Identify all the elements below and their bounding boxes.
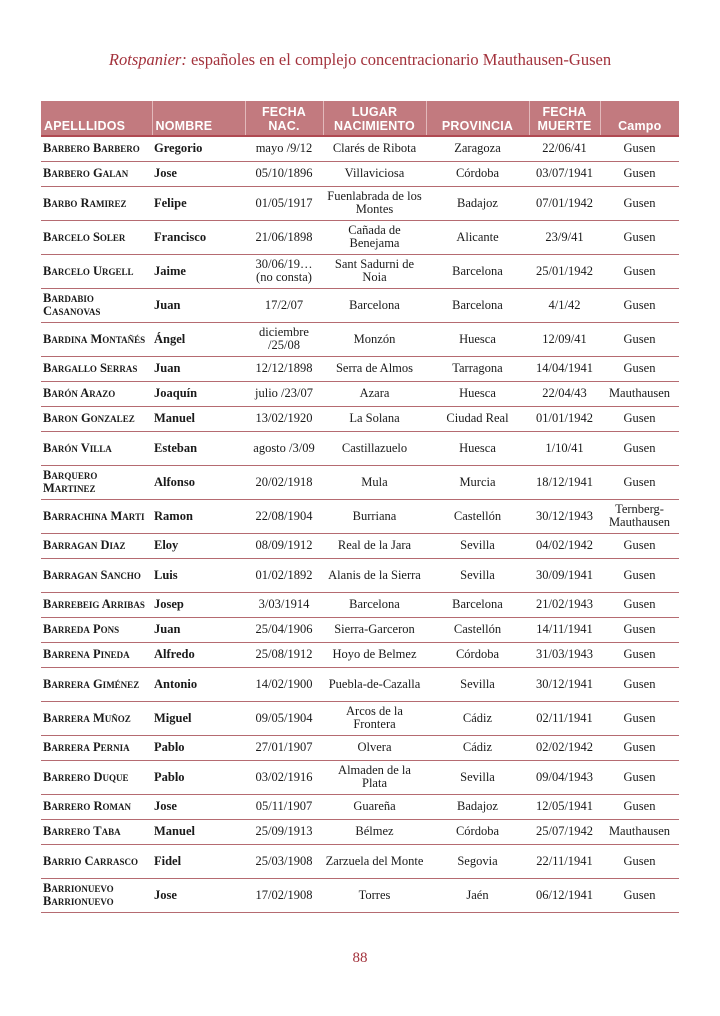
cell-provincia: Huesca <box>426 322 529 356</box>
cell-nombre: Gregorio <box>152 136 245 161</box>
cell-campo: Gusen <box>600 667 679 701</box>
table-row <box>41 161 679 186</box>
cell-fecha-nac: 03/02/1916 <box>245 760 323 794</box>
cell-fecha-muerte: 25/01/1942 <box>529 254 600 288</box>
cell-apellidos: Barbero Galan <box>41 161 152 186</box>
cell-fecha-muerte: 14/04/1941 <box>529 356 600 381</box>
cell-nombre: Eloy <box>152 533 245 558</box>
cell-campo: Mauthausen <box>600 819 679 844</box>
cell-lugar-nacimiento: Real de la Jara <box>323 533 426 558</box>
cell-lugar-nacimiento: Mula <box>323 465 426 499</box>
cell-campo: Gusen <box>600 760 679 794</box>
cell-apellidos: Barrera Muñoz <box>41 701 152 735</box>
cell-apellidos: Barrionuevo Barrionuevo <box>41 878 152 912</box>
cell-fecha-nac: 17/02/1908 <box>245 878 323 912</box>
table-row <box>41 592 679 617</box>
col-header-campo: Campo <box>600 101 679 136</box>
cell-fecha-nac: 25/03/1908 <box>245 844 323 878</box>
cell-apellidos: Barbero Barbero <box>41 136 152 161</box>
cell-fecha-nac: 3/03/1914 <box>245 592 323 617</box>
cell-fecha-nac: mayo /9/12 <box>245 136 323 161</box>
cell-nombre: Esteban <box>152 431 245 465</box>
cell-apellidos: Bardabio Casanovas <box>41 288 152 322</box>
cell-lugar-nacimiento: Puebla-de-Cazalla <box>323 667 426 701</box>
cell-apellidos: Bardina Montañés <box>41 322 152 356</box>
cell-nombre: Fidel <box>152 844 245 878</box>
cell-nombre: Miguel <box>152 701 245 735</box>
cell-fecha-muerte: 30/12/1941 <box>529 667 600 701</box>
cell-fecha-nac: 01/02/1892 <box>245 558 323 592</box>
cell-apellidos: Barrera Giménez <box>41 667 152 701</box>
table-row <box>41 533 679 558</box>
col-header-lugar-nacimiento: LUGAR NACIMIENTO <box>323 101 426 136</box>
cell-nombre: Francisco <box>152 220 245 254</box>
cell-nombre: Juan <box>152 288 245 322</box>
cell-fecha-muerte: 04/02/1942 <box>529 533 600 558</box>
cell-fecha-nac: 25/08/1912 <box>245 642 323 667</box>
table-row <box>41 642 679 667</box>
cell-nombre: Jaime <box>152 254 245 288</box>
table-row <box>41 322 679 356</box>
cell-fecha-nac: julio /23/07 <box>245 381 323 406</box>
cell-apellidos: Barrera Pernia <box>41 735 152 760</box>
cell-apellidos: Barrero Duque <box>41 760 152 794</box>
cell-campo: Gusen <box>600 642 679 667</box>
cell-lugar-nacimiento: Burriana <box>323 499 426 533</box>
cell-nombre: Jose <box>152 161 245 186</box>
running-head-title: españoles en el complejo concentracionario Mauthausen-Gusen <box>186 50 612 69</box>
cell-apellidos: Baron Gonzalez <box>41 406 152 431</box>
table-row <box>41 136 679 161</box>
table-row <box>41 381 679 406</box>
cell-fecha-muerte: 02/02/1942 <box>529 735 600 760</box>
cell-campo: Mauthausen <box>600 381 679 406</box>
cell-nombre: Alfonso <box>152 465 245 499</box>
cell-provincia: Sevilla <box>426 667 529 701</box>
cell-apellidos: Barrena Pineda <box>41 642 152 667</box>
cell-nombre: Jose <box>152 878 245 912</box>
cell-nombre: Joaquín <box>152 381 245 406</box>
table-row <box>41 667 679 701</box>
cell-fecha-muerte: 06/12/1941 <box>529 878 600 912</box>
cell-fecha-nac: 17/2/07 <box>245 288 323 322</box>
cell-fecha-muerte: 18/12/1941 <box>529 465 600 499</box>
cell-lugar-nacimiento: Hoyo de Belmez <box>323 642 426 667</box>
table-row <box>41 878 679 912</box>
table-row <box>41 220 679 254</box>
cell-campo: Gusen <box>600 220 679 254</box>
cell-provincia: Ciudad Real <box>426 406 529 431</box>
cell-campo: Gusen <box>600 878 679 912</box>
cell-nombre: Manuel <box>152 819 245 844</box>
cell-fecha-muerte: 12/09/41 <box>529 322 600 356</box>
cell-nombre: Jose <box>152 794 245 819</box>
cell-lugar-nacimiento: Olvera <box>323 735 426 760</box>
table-row <box>41 844 679 878</box>
cell-nombre: Ramon <box>152 499 245 533</box>
cell-lugar-nacimiento: Fuenlabrada de los Montes <box>323 186 426 220</box>
deportees-table <box>41 101 679 913</box>
cell-campo: Gusen <box>600 558 679 592</box>
cell-fecha-nac: 30/06/19… (no consta) <box>245 254 323 288</box>
cell-apellidos: Barcelo Soler <box>41 220 152 254</box>
cell-provincia: Tarragona <box>426 356 529 381</box>
page-number: 88 <box>352 950 368 966</box>
cell-apellidos: Bargallo Serras <box>41 356 152 381</box>
cell-provincia: Cádiz <box>426 735 529 760</box>
cell-lugar-nacimiento: Zarzuela del Monte <box>323 844 426 878</box>
cell-campo: Gusen <box>600 617 679 642</box>
table-row <box>41 186 679 220</box>
table-row <box>41 465 679 499</box>
cell-nombre: Juan <box>152 356 245 381</box>
cell-nombre: Pablo <box>152 735 245 760</box>
cell-provincia: Huesca <box>426 381 529 406</box>
cell-provincia: Castellón <box>426 617 529 642</box>
table-row <box>41 701 679 735</box>
table-row <box>41 819 679 844</box>
cell-lugar-nacimiento: Guareña <box>323 794 426 819</box>
cell-campo: Gusen <box>600 136 679 161</box>
cell-campo: Gusen <box>600 161 679 186</box>
cell-provincia: Alicante <box>426 220 529 254</box>
table-row <box>41 499 679 533</box>
cell-provincia: Zaragoza <box>426 136 529 161</box>
cell-apellidos: Barragan Sancho <box>41 558 152 592</box>
cell-provincia: Córdoba <box>426 642 529 667</box>
cell-fecha-nac: 08/09/1912 <box>245 533 323 558</box>
table-row <box>41 735 679 760</box>
cell-fecha-muerte: 01/01/1942 <box>529 406 600 431</box>
cell-fecha-nac: 09/05/1904 <box>245 701 323 735</box>
cell-fecha-muerte: 4/1/42 <box>529 288 600 322</box>
cell-lugar-nacimiento: Castillazuelo <box>323 431 426 465</box>
cell-provincia: Barcelona <box>426 592 529 617</box>
cell-fecha-muerte: 22/11/1941 <box>529 844 600 878</box>
table-header-row <box>41 101 679 136</box>
cell-fecha-nac: 13/02/1920 <box>245 406 323 431</box>
cell-provincia: Sevilla <box>426 533 529 558</box>
cell-provincia: Córdoba <box>426 819 529 844</box>
cell-fecha-muerte: 22/06/41 <box>529 136 600 161</box>
cell-lugar-nacimiento: Sierra-Garceron <box>323 617 426 642</box>
cell-lugar-nacimiento: Bélmez <box>323 819 426 844</box>
cell-fecha-muerte: 22/04/43 <box>529 381 600 406</box>
running-head <box>0 50 720 70</box>
col-header-nombre: NOMBRE <box>152 101 245 136</box>
table-row <box>41 558 679 592</box>
cell-fecha-nac: 27/01/1907 <box>245 735 323 760</box>
cell-campo: Ternberg-Mauthausen <box>600 499 679 533</box>
cell-apellidos: Barbo Ramirez <box>41 186 152 220</box>
cell-apellidos: Barrachina Marti <box>41 499 152 533</box>
cell-campo: Gusen <box>600 322 679 356</box>
cell-lugar-nacimiento: Arcos de la Frontera <box>323 701 426 735</box>
cell-lugar-nacimiento: Monzón <box>323 322 426 356</box>
cell-nombre: Pablo <box>152 760 245 794</box>
cell-campo: Gusen <box>600 735 679 760</box>
cell-fecha-muerte: 30/12/1943 <box>529 499 600 533</box>
cell-apellidos: Barón Arazo <box>41 381 152 406</box>
cell-campo: Gusen <box>600 356 679 381</box>
cell-provincia: Sevilla <box>426 760 529 794</box>
cell-fecha-nac: 05/11/1907 <box>245 794 323 819</box>
cell-nombre: Ángel <box>152 322 245 356</box>
cell-fecha-muerte: 02/11/1941 <box>529 701 600 735</box>
cell-nombre: Alfredo <box>152 642 245 667</box>
cell-fecha-nac: 01/05/1917 <box>245 186 323 220</box>
cell-lugar-nacimiento: Barcelona <box>323 288 426 322</box>
cell-lugar-nacimiento: Serra de Almos <box>323 356 426 381</box>
cell-fecha-muerte: 14/11/1941 <box>529 617 600 642</box>
cell-campo: Gusen <box>600 844 679 878</box>
table-row <box>41 356 679 381</box>
cell-campo: Gusen <box>600 186 679 220</box>
cell-fecha-nac: agosto /3/09 <box>245 431 323 465</box>
col-header-fecha-nac: FECHA NAC. <box>245 101 323 136</box>
cell-nombre: Manuel <box>152 406 245 431</box>
cell-campo: Gusen <box>600 465 679 499</box>
cell-apellidos: Barrero Roman <box>41 794 152 819</box>
cell-lugar-nacimiento: Alanis de la Sierra <box>323 558 426 592</box>
cell-nombre: Luis <box>152 558 245 592</box>
cell-apellidos: Barrio Carrasco <box>41 844 152 878</box>
cell-campo: Gusen <box>600 592 679 617</box>
cell-fecha-muerte: 09/04/1943 <box>529 760 600 794</box>
cell-nombre: Juan <box>152 617 245 642</box>
cell-fecha-nac: 22/08/1904 <box>245 499 323 533</box>
cell-fecha-muerte: 12/05/1941 <box>529 794 600 819</box>
col-header-fecha-muerte: FECHA MUERTE <box>529 101 600 136</box>
cell-fecha-nac: 25/09/1913 <box>245 819 323 844</box>
cell-apellidos: Barrero Taba <box>41 819 152 844</box>
table-row <box>41 794 679 819</box>
cell-fecha-nac: 12/12/1898 <box>245 356 323 381</box>
cell-fecha-muerte: 30/09/1941 <box>529 558 600 592</box>
cell-provincia: Córdoba <box>426 161 529 186</box>
cell-fecha-muerte: 1/10/41 <box>529 431 600 465</box>
cell-lugar-nacimiento: Barcelona <box>323 592 426 617</box>
col-header-apellidos: APELLLIDOS <box>41 101 152 136</box>
table-row <box>41 431 679 465</box>
cell-apellidos: Barón Villa <box>41 431 152 465</box>
cell-provincia: Castellón <box>426 499 529 533</box>
cell-provincia: Segovia <box>426 844 529 878</box>
cell-fecha-nac: 20/02/1918 <box>245 465 323 499</box>
cell-fecha-muerte: 23/9/41 <box>529 220 600 254</box>
cell-nombre: Felipe <box>152 186 245 220</box>
table-row <box>41 288 679 322</box>
cell-lugar-nacimiento: Cañada de Benejama <box>323 220 426 254</box>
table-row <box>41 617 679 642</box>
running-head-italic: Rotspanier: <box>108 50 187 69</box>
cell-provincia: Murcia <box>426 465 529 499</box>
cell-apellidos: Barquero Martinez <box>41 465 152 499</box>
table-row <box>41 254 679 288</box>
cell-apellidos: Barrebeig Arribas <box>41 592 152 617</box>
cell-lugar-nacimiento: Villaviciosa <box>323 161 426 186</box>
table-row <box>41 760 679 794</box>
cell-lugar-nacimiento: Almaden de la Plata <box>323 760 426 794</box>
cell-fecha-nac: diciembre /25/08 <box>245 322 323 356</box>
cell-campo: Gusen <box>600 254 679 288</box>
cell-fecha-nac: 05/10/1896 <box>245 161 323 186</box>
cell-provincia: Jaén <box>426 878 529 912</box>
cell-provincia: Huesca <box>426 431 529 465</box>
cell-apellidos: Barragan Diaz <box>41 533 152 558</box>
cell-apellidos: Barreda Pons <box>41 617 152 642</box>
cell-nombre: Josep <box>152 592 245 617</box>
cell-lugar-nacimiento: Sant Sadurni de Noia <box>323 254 426 288</box>
cell-provincia: Cádiz <box>426 701 529 735</box>
table-row <box>41 406 679 431</box>
cell-lugar-nacimiento: Azara <box>323 381 426 406</box>
cell-lugar-nacimiento: Torres <box>323 878 426 912</box>
cell-fecha-muerte: 25/07/1942 <box>529 819 600 844</box>
cell-fecha-muerte: 21/02/1943 <box>529 592 600 617</box>
cell-provincia: Barcelona <box>426 254 529 288</box>
cell-fecha-muerte: 07/01/1942 <box>529 186 600 220</box>
cell-provincia: Badajoz <box>426 794 529 819</box>
col-header-provincia: PROVINCIA <box>426 101 529 136</box>
table-body <box>41 136 679 912</box>
cell-campo: Gusen <box>600 406 679 431</box>
cell-campo: Gusen <box>600 701 679 735</box>
cell-provincia: Barcelona <box>426 288 529 322</box>
cell-campo: Gusen <box>600 533 679 558</box>
cell-lugar-nacimiento: La Solana <box>323 406 426 431</box>
cell-campo: Gusen <box>600 794 679 819</box>
cell-campo: Gusen <box>600 431 679 465</box>
cell-fecha-muerte: 03/07/1941 <box>529 161 600 186</box>
cell-apellidos: Barcelo Urgell <box>41 254 152 288</box>
cell-provincia: Sevilla <box>426 558 529 592</box>
cell-lugar-nacimiento: Clarés de Ribota <box>323 136 426 161</box>
cell-fecha-nac: 25/04/1906 <box>245 617 323 642</box>
cell-fecha-nac: 14/02/1900 <box>245 667 323 701</box>
cell-fecha-nac: 21/06/1898 <box>245 220 323 254</box>
cell-nombre: Antonio <box>152 667 245 701</box>
cell-fecha-muerte: 31/03/1943 <box>529 642 600 667</box>
cell-campo: Gusen <box>600 288 679 322</box>
cell-provincia: Badajoz <box>426 186 529 220</box>
